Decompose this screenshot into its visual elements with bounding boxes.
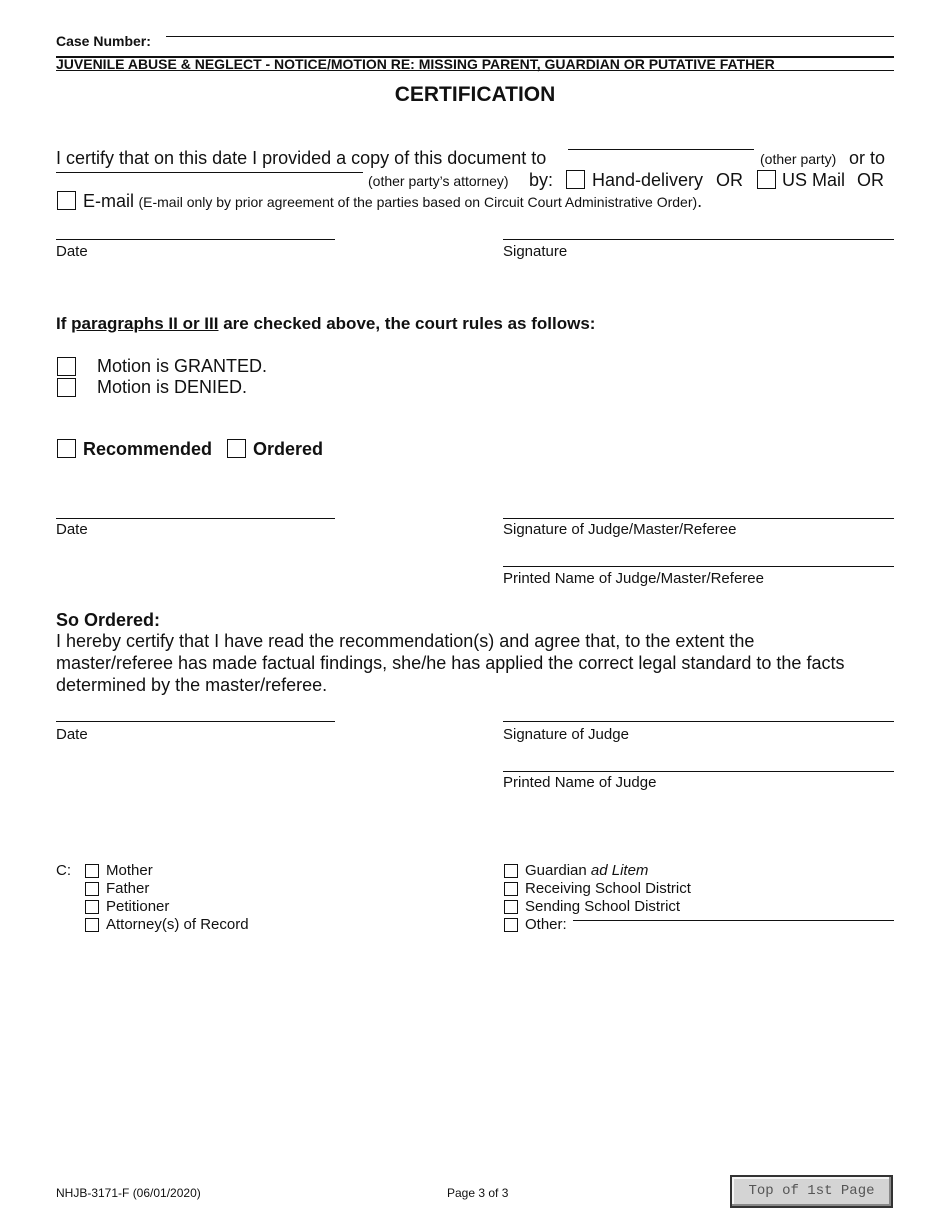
judge-signature-label: Signature of Judge	[503, 726, 629, 743]
so-ordered-date-label: Date	[56, 726, 88, 743]
form-title: JUVENILE ABUSE & NEGLECT - NOTICE/MOTION RE: MISSING PARENT, GUARDIAN OR PUTATIVE FATHER	[56, 56, 775, 72]
father-checkbox[interactable]	[85, 881, 99, 899]
attorneys-label: Attorney(s) of Record	[106, 916, 249, 933]
email-line	[83, 191, 702, 212]
so-ordered-line-2: master/referee has made factual findings, she/he has applied the correct legal standard to the facts	[56, 653, 845, 673]
petitioner-checkbox[interactable]	[85, 899, 99, 917]
petitioner-label: Petitioner	[106, 898, 170, 915]
judge-printed-field[interactable]	[503, 771, 894, 772]
other-party-field[interactable]	[568, 149, 754, 150]
certification-title: CERTIFICATION	[394, 83, 556, 106]
so-ordered-heading: So Ordered:	[56, 610, 161, 630]
email-note: (E-mail only by prior agreement of the parties based on Circuit Court Administrative Order)	[138, 194, 698, 210]
header-rule-2	[56, 70, 894, 71]
ruling-date-field[interactable]	[56, 518, 335, 519]
other-checkbox[interactable]	[504, 917, 518, 935]
denied-label: Motion is DENIED.	[97, 377, 248, 397]
hand-delivery-label: Hand-delivery	[592, 170, 704, 190]
sending-district-label: Sending School District	[525, 898, 681, 915]
case-number-label: Case Number:	[56, 33, 151, 49]
ordered-label: Ordered	[253, 439, 324, 459]
so-ordered-date-field[interactable]	[56, 721, 335, 722]
cert-date-label: Date	[56, 243, 88, 260]
hand-delivery-checkbox[interactable]	[566, 170, 585, 192]
certify-text: I certify that on this date I provided a copy of this document to	[56, 148, 547, 168]
other-party-attorney-label: (other party’s attorney)	[368, 173, 509, 189]
email-period: .	[697, 191, 703, 211]
page-number: Page 3 of 3	[447, 1186, 509, 1200]
us-mail-label: US Mail	[782, 170, 846, 190]
case-number-field[interactable]	[166, 36, 894, 37]
header-rule	[56, 56, 894, 58]
or-text-1: OR	[716, 170, 743, 190]
so-ordered-line-1: I hereby certify that I have read the recommendation(s) and agree that, to the extent the	[56, 631, 755, 651]
recommended-label: Recommended	[83, 439, 213, 459]
ruling-date-label: Date	[56, 521, 88, 538]
judge-master-signature-field[interactable]	[503, 518, 894, 519]
mother-checkbox[interactable]	[85, 863, 99, 881]
other-field[interactable]	[573, 920, 894, 921]
form-id: NHJB-3171-F (06/01/2020)	[56, 1186, 201, 1200]
cert-signature-field[interactable]	[503, 239, 894, 240]
guardian-label	[525, 862, 648, 879]
judge-master-printed-field[interactable]	[503, 566, 894, 567]
judge-master-printed-label: Printed Name of Judge/Master/Referee	[503, 570, 764, 587]
granted-label: Motion is GRANTED.	[97, 356, 268, 376]
judge-printed-label: Printed Name of Judge	[503, 774, 657, 791]
or-to-text: or to	[849, 148, 886, 168]
cert-signature-label: Signature	[503, 243, 568, 260]
ad-litem-text: ad Litem	[590, 862, 649, 879]
ruling-prefix: If	[56, 314, 72, 333]
receiving-district-checkbox[interactable]	[504, 881, 518, 899]
judge-master-signature-label: Signature of Judge/Master/Referee	[503, 521, 737, 538]
judge-signature-field[interactable]	[503, 721, 894, 722]
guardian-text: Guardian	[525, 862, 591, 879]
other-party-label: (other party)	[760, 151, 837, 167]
email-checkbox[interactable]	[57, 191, 76, 213]
denied-checkbox[interactable]	[57, 378, 76, 400]
ruling-paragraphs: paragraphs II or III	[71, 314, 219, 333]
recommended-checkbox[interactable]	[57, 439, 76, 461]
receiving-district-label: Receiving School District	[525, 880, 691, 897]
father-label: Father	[106, 880, 150, 897]
us-mail-checkbox[interactable]	[757, 170, 776, 192]
attorneys-checkbox[interactable]	[85, 917, 99, 935]
by-text: by:	[529, 170, 554, 190]
cert-date-field[interactable]	[56, 239, 335, 240]
or-text-2: OR	[857, 170, 884, 190]
ruling-suffix: are checked above, the court rules as follows:	[218, 314, 596, 333]
so-ordered-line-3: determined by the master/referee.	[56, 675, 328, 695]
mother-label: Mother	[106, 862, 153, 879]
other-party-attorney-field[interactable]	[56, 172, 363, 173]
guardian-checkbox[interactable]	[504, 863, 518, 881]
top-of-first-page-button[interactable]: Top of 1st Page	[730, 1175, 893, 1208]
ordered-checkbox[interactable]	[227, 439, 246, 461]
granted-checkbox[interactable]	[57, 357, 76, 379]
sending-district-checkbox[interactable]	[504, 899, 518, 917]
copies-label: C:	[56, 862, 71, 879]
other-label: Other:	[525, 916, 567, 933]
ruling-heading	[56, 314, 595, 334]
email-label: E-mail	[83, 191, 135, 211]
